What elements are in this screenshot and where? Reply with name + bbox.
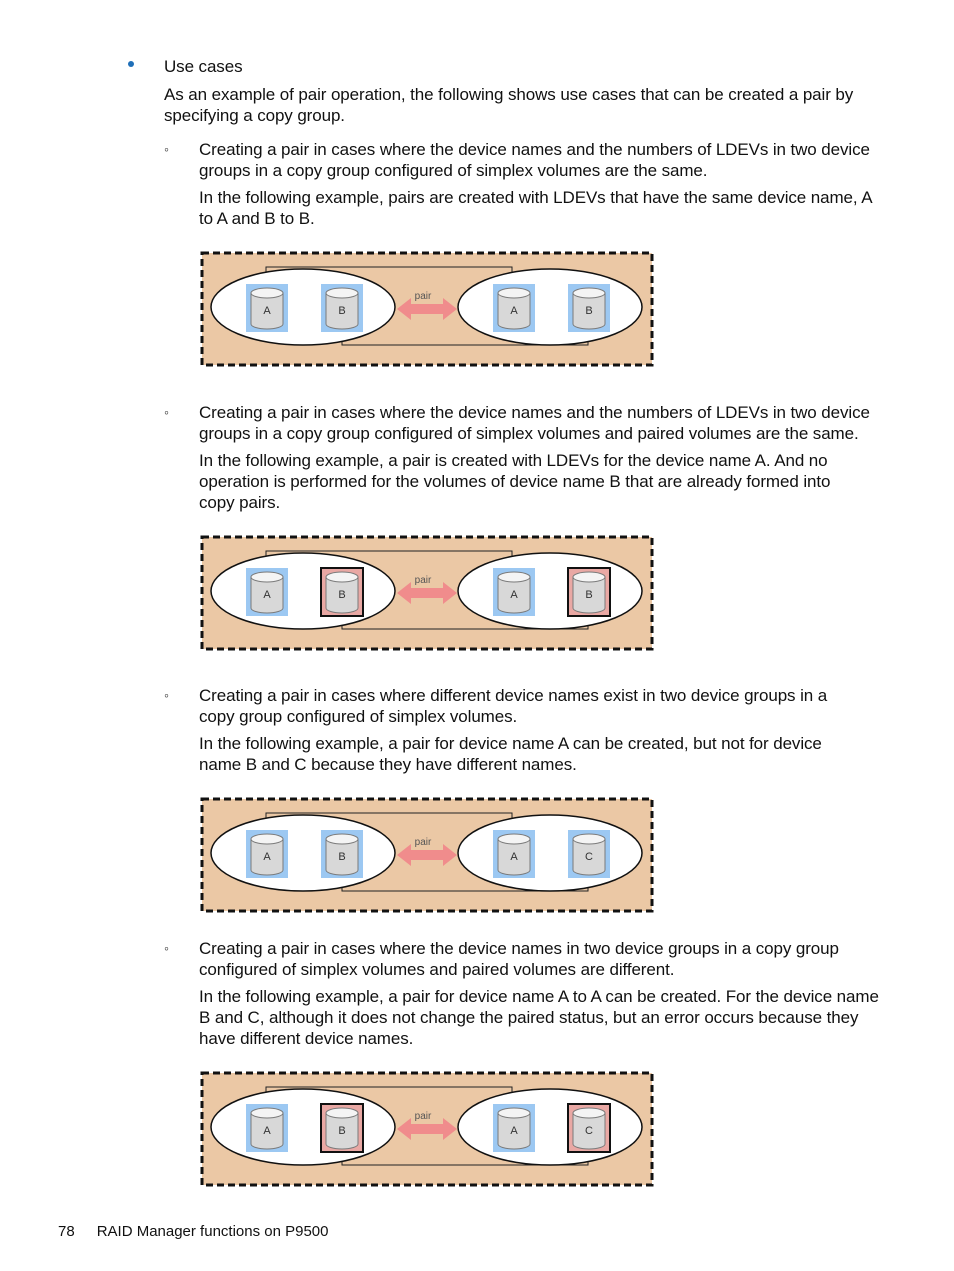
device-group-right [458, 553, 642, 629]
volume-right-1 [493, 284, 535, 332]
sub-bullet-icon: ◦ [164, 940, 169, 956]
bullet-label: Use cases [164, 57, 243, 76]
case-3-diagram [200, 797, 654, 913]
volume-label: A [510, 851, 518, 863]
page-footer [58, 1223, 329, 1241]
volume-label: B [585, 305, 593, 317]
case-2-title: Creating a pair in cases where the device names and the numbers of LDEVs in two device groups in a copy group configured of simplex volumes and paired volumes are the same. [199, 403, 870, 443]
sub-bullet-icon: ◦ [164, 687, 169, 703]
case-4-diagram [200, 1071, 654, 1187]
page-number: 78 [58, 1223, 75, 1240]
volume-left-1 [246, 1104, 288, 1152]
volume-label: C [585, 1125, 593, 1137]
device-group-right [458, 815, 642, 891]
volume-label: B [338, 589, 346, 601]
volume-right-1 [493, 830, 535, 878]
pair-label: pair [414, 575, 432, 586]
volume-left-1 [246, 830, 288, 878]
volume-left-1 [246, 568, 288, 616]
case-2-detail: In the following example, a pair is created with LDEVs for the device name A. And no operation is performed for the volumes of device name B that are already formed into copy pairs. [199, 451, 831, 512]
volume-label: A [263, 851, 271, 863]
bullet-icon [128, 61, 134, 67]
volume-label: A [263, 1125, 271, 1137]
device-group-left [211, 1089, 395, 1165]
volume-left-2 [320, 567, 364, 617]
volume-right-2 [567, 567, 611, 617]
volume-label: C [585, 851, 593, 863]
intro-description: As an example of pair operation, the following shows use cases that can be created a pair by specifying a copy group. [164, 85, 854, 125]
pair-label: pair [414, 291, 432, 302]
sub-bullet-icon: ◦ [164, 404, 169, 420]
volume-label: B [338, 305, 346, 317]
volume-label: A [510, 1125, 518, 1137]
volume-label: B [338, 851, 346, 863]
volume-label: A [263, 589, 271, 601]
case-3-detail: In the following example, a pair for device name A can be created, but not for device name B and C because they have different names. [199, 734, 822, 774]
sub-bullet-icon: ◦ [164, 141, 169, 157]
volume-right-1 [493, 568, 535, 616]
device-group-left [211, 815, 395, 891]
volume-right-2 [568, 830, 610, 878]
volume-right-1 [493, 1104, 535, 1152]
case-1-diagram [200, 251, 654, 367]
volume-label: B [338, 1125, 346, 1137]
volume-right-2 [568, 284, 610, 332]
device-group-left [211, 269, 395, 345]
pair-label: pair [414, 837, 432, 848]
volume-label: A [510, 589, 518, 601]
volume-label: A [263, 305, 271, 317]
footer-section: RAID Manager functions on P9500 [96, 1223, 329, 1240]
case-4-title: Creating a pair in cases where the device names in two device groups in a copy group configured of simplex volumes and paired volumes are different. [199, 939, 839, 979]
volume-left-2 [321, 830, 363, 878]
volume-left-2 [321, 284, 363, 332]
volume-left-2 [320, 1103, 364, 1153]
volume-left-1 [246, 284, 288, 332]
case-1-title: Creating a pair in cases where the device names and the numbers of LDEVs in two device groups in a copy group configured of simplex volumes are the same. [199, 140, 870, 180]
device-group-right [458, 269, 642, 345]
volume-right-2 [567, 1103, 611, 1153]
case-2-diagram [200, 535, 654, 651]
case-4-detail: In the following example, a pair for device name A to A can be created. For the device name B and C, although it does not change the paired status, but an error occurs because they have different device names. [199, 987, 879, 1048]
device-group-right [458, 1089, 642, 1165]
case-3-title: Creating a pair in cases where different device names exist in two device groups in a copy group configured of simplex volumes. [199, 686, 828, 726]
volume-label: B [585, 589, 593, 601]
pair-label: pair [414, 1111, 432, 1122]
case-1-detail: In the following example, pairs are created with LDEVs that have the same device name, A to A and B to B. [199, 188, 872, 228]
volume-label: A [510, 305, 518, 317]
device-group-left [211, 553, 395, 629]
